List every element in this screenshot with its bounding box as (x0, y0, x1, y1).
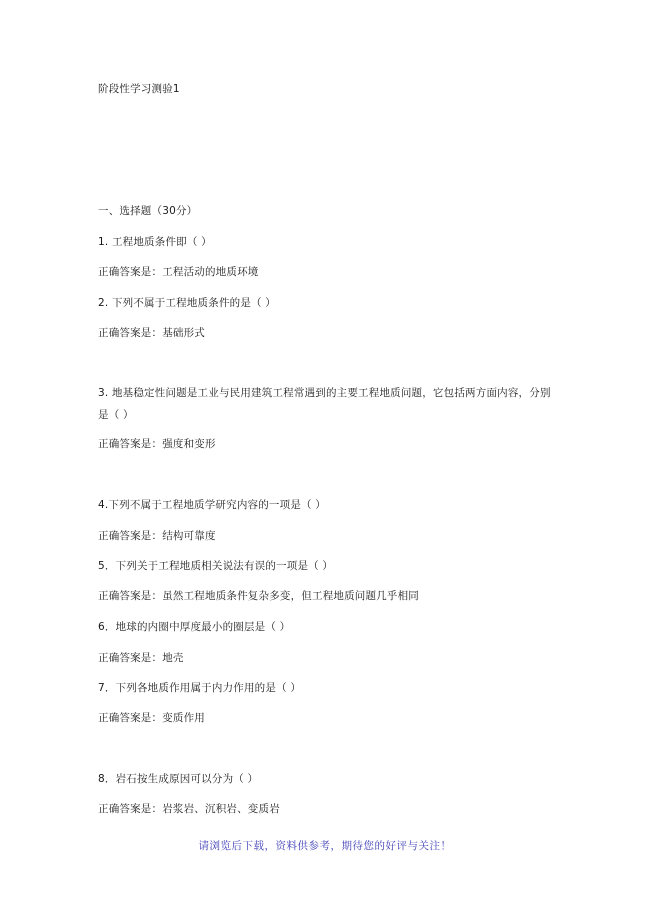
answer-8: 正确答案是：岩浆岩、沉积岩、变质岩 (98, 803, 280, 815)
question-5: 5．下列关于工程地质相关说法有误的一项是（ ） (98, 560, 334, 572)
question-7: 7．下列各地质作用属于内力作用的是（ ） (98, 682, 302, 694)
answer-3: 正确答案是：强度和变形 (98, 438, 216, 450)
section-heading: 一、选择题（30分） (98, 205, 198, 217)
download-footer-note: 请浏览后下载，资料供参考，期待您的好评与关注！ (198, 840, 452, 852)
answer-4: 正确答案是：结构可靠度 (98, 530, 216, 542)
document-title: 阶段性学习测验1 (98, 83, 180, 95)
answer-5: 正确答案是：虽然工程地质条件复杂多变，但工程地质问题几乎相同 (98, 590, 419, 602)
answer-2: 正确答案是：基础形式 (98, 327, 205, 339)
question-1: 1. 工程地质条件即（ ） (98, 236, 212, 248)
answer-1: 正确答案是：工程活动的地质环境 (98, 266, 259, 278)
answer-6: 正确答案是：地壳 (98, 652, 184, 664)
question-6: 6．地球的内圈中厚度最小的圈层是（ ） (98, 621, 291, 633)
question-8: 8．岩石按生成原因可以分为（ ） (98, 773, 259, 785)
question-3: 3. 地基稳定性问题是工业与民用建筑工程常遇到的主要工程地质问题，它包括两方面内容，分别是（ ） (98, 387, 551, 421)
question-4: 4.下列不属于工程地质学研究内容的一项是（ ） (98, 499, 326, 511)
question-2: 2. 下列不属于工程地质条件的是（ ） (98, 297, 276, 309)
answer-7: 正确答案是：变质作用 (98, 712, 205, 724)
